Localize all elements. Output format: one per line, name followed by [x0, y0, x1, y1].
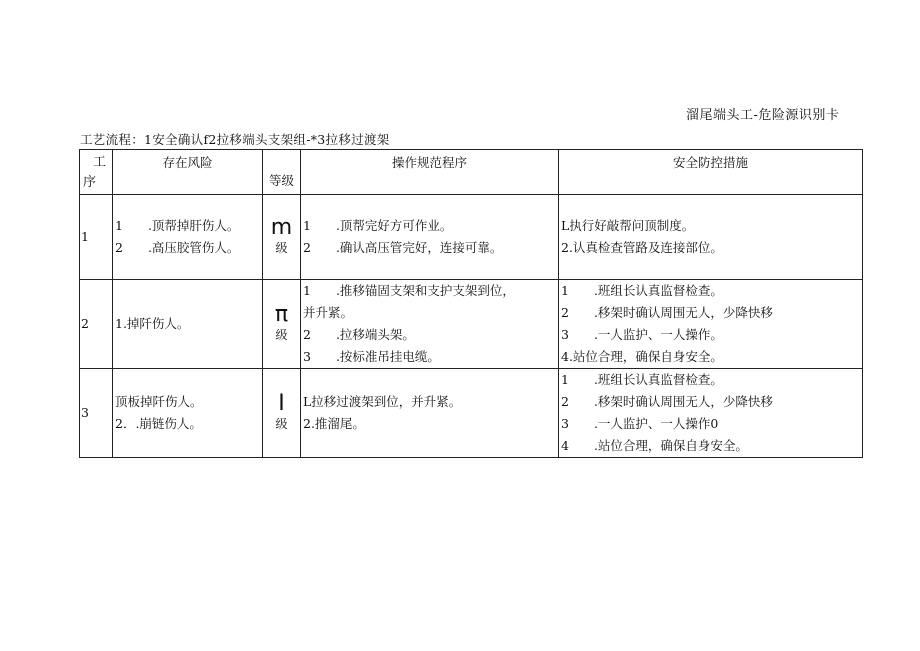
measure-item: 1 .班组长认真监督检查。 — [561, 372, 723, 387]
table-row — [80, 369, 863, 458]
table-row — [80, 195, 863, 280]
level-cell — [263, 280, 301, 369]
risk-cell — [113, 280, 263, 369]
procedure-item: 2 .拉移端头架。 — [303, 327, 415, 342]
measure-item: L执行好敲帮问顶制度。 — [561, 218, 695, 233]
safety-header: 安全防控措施 — [559, 150, 863, 195]
level-cell — [263, 369, 301, 458]
level-symbol: m — [270, 215, 293, 240]
risk-header: 存在风险 — [113, 150, 263, 195]
risk-item: 2．.崩链伤人。 — [115, 416, 202, 431]
header-row — [80, 150, 863, 195]
measure-cell — [559, 280, 863, 369]
level-symbol: I — [278, 391, 285, 416]
measure-item: 2 .移架时确认周围无人，少降快移 — [561, 305, 773, 320]
step-header-top: 工 — [93, 155, 107, 170]
level-text: 级 — [275, 241, 288, 255]
risk-item: 顶板掉阡伤人。 — [115, 394, 203, 409]
risk-cell — [113, 195, 263, 280]
risk-item: 1 .顶帮掉肝伤人。 — [115, 218, 240, 233]
level-header: 等级 — [263, 150, 301, 195]
procedure-item: 并升紧。 — [303, 305, 354, 320]
hazard-table — [79, 149, 863, 458]
measure-item: 3 .一人监护、一人操作0 — [561, 416, 719, 431]
level-text: 级 — [275, 417, 288, 431]
step-header — [80, 150, 113, 195]
risk-item: 2 .高压胶管伤人。 — [115, 240, 240, 255]
level-symbol: π — [274, 302, 289, 327]
procedure-cell — [301, 369, 559, 458]
procedure-item: 3 .按标准吊挂电缆。 — [303, 349, 440, 364]
procedure-item: 2 .确认高压管完好，连接可靠。 — [303, 240, 503, 255]
measure-cell — [559, 195, 863, 280]
card-title: 溜尾端头工-危险源识别卡 — [686, 108, 840, 123]
measure-item: 2.认真检查管路及连接部位。 — [561, 240, 723, 255]
process-flow: 工艺流程：1安全确认f2拉移端头支架组-*3拉移过渡架 — [80, 132, 390, 147]
procedure-item: L拉移过渡架到位，并升紧。 — [303, 394, 462, 409]
level-text: 级 — [275, 328, 288, 342]
measure-item: 4 .站位合理，确保自身安全。 — [561, 438, 748, 453]
measure-item: 4.站位合理，确保自身安全。 — [561, 349, 723, 364]
step-number: 3 — [80, 369, 113, 458]
level-cell — [263, 195, 301, 280]
step-number: 2 — [80, 280, 113, 369]
procedure-item: 2.推溜尾。 — [303, 416, 365, 431]
step-number: 1 — [80, 195, 113, 280]
measure-item: 3 .一人监护、一人操作。 — [561, 327, 723, 342]
procedure-item: 1 .推移锚固支架和支护支架到位， — [303, 283, 515, 298]
step-header-bottom: 序 — [83, 175, 97, 190]
risk-item: 1.掉阡伤人。 — [115, 316, 190, 331]
measure-item: 2 .移架时确认周围无人，少降快移 — [561, 394, 773, 409]
measure-cell — [559, 369, 863, 458]
procedure-header: 操作规范程序 — [301, 150, 559, 195]
procedure-item: 1 .顶帮完好方可作业。 — [303, 218, 453, 233]
measure-item: 1 .班组长认真监督检查。 — [561, 283, 723, 298]
table-row — [80, 280, 863, 369]
procedure-cell — [301, 195, 559, 280]
risk-cell — [113, 369, 263, 458]
procedure-cell — [301, 280, 559, 369]
